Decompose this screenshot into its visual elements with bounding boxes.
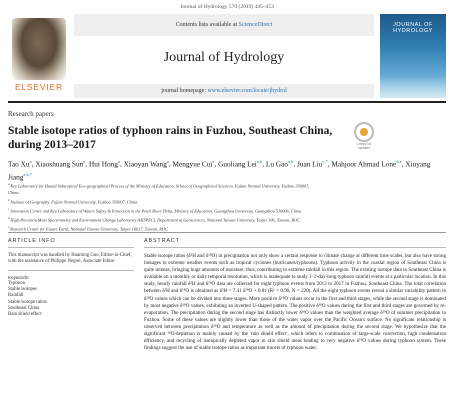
author-name[interactable]: Xiaoyan Wang: [123, 159, 167, 169]
author-affiliation-marker[interactable]: a,b: [287, 159, 294, 164]
journal-header: [8, 14, 446, 100]
affiliation-marker: e: [8, 224, 11, 229]
author-name[interactable]: Lu Gao: [265, 159, 288, 169]
elsevier-wordmark: ELSEVIER: [15, 82, 63, 92]
check-updates-icon: [354, 122, 374, 142]
author-affiliation-marker[interactable]: a: [212, 159, 215, 164]
affiliation-text: Key Laboratory for Humid Subtropical Eco-geographical Process of the Ministry of Education, School of Geographical Sciences, Fujian Normal University, Fuzhou 350007,: [10, 183, 310, 189]
affiliation-item: [8, 190, 448, 197]
author-affiliation-marker[interactable]: a: [166, 159, 169, 164]
abstract-column: [144, 238, 446, 352]
affiliation-marker: d: [8, 215, 11, 220]
journal-cover-image: [380, 14, 446, 98]
section-divider: [8, 232, 446, 233]
keyword-list: [8, 281, 134, 319]
affiliation-text: Institute of Geography, Fujian Normal University, Fuzhou 350007, China: [10, 199, 138, 205]
affiliation-text: China: [8, 190, 19, 196]
cover-title: JOURNAL OF HYDROLOGY: [393, 22, 433, 34]
article-title: Stable isotope ratios of typhoon rains in Fuzhou, Southeast China, during 2013–2017: [8, 125, 333, 151]
author-name[interactable]: Mengyue Cui: [172, 159, 213, 169]
keyword-item: Stable isotope ratios: [8, 299, 47, 305]
cover-wave-graphic: [380, 76, 446, 98]
homepage-link[interactable]: www.elsevier.com/locate/jhydrol: [207, 88, 287, 94]
keyword-item: Rainfall: [8, 293, 24, 299]
author-name[interactable]: Xiuyang Jiang: [8, 159, 431, 182]
elsevier-tree-icon: [12, 18, 66, 80]
journal-citation: Journal of Hydrology 570 (2019) 445–453: [180, 4, 274, 10]
author-affiliation-marker[interactable]: a,b,*: [23, 172, 33, 178]
elsevier-logo: [8, 16, 70, 96]
author-affiliation-marker[interactable]: a: [29, 159, 32, 164]
author-affiliation-marker[interactable]: a: [83, 159, 86, 164]
affiliation-item: [8, 206, 448, 215]
contents-prefix: Contents lists available at: [175, 22, 239, 28]
contents-bar: [74, 14, 374, 36]
journal-info-box: [74, 14, 374, 98]
check-for-updates-badge[interactable]: [354, 122, 374, 150]
abstract-text: Stable isotope ratios (δ²H and δ¹⁸O) in precipitation not only show a certain response to climate change at different time scales, but also have strong linkages to extreme weather events such as tropical cyclones (hurricanes/typhoons). Typhoon activity in the coastal region of Southeast China is quite intense, bringing huge amounts of moisture; thus, contributing to extreme rainfall in this region. The existing isotope data in Southeast China is available on a monthly or daily temporal resolution, which is inadequate to study 1–2-day-long typhoon rainfall events at a particular location. In this study, hourly rainfall δ²H and δ¹⁸O data are collected for eight typhoon events from 2013 to 2017 in Fuzhou, Southeast China. The total correlation between δ²H and δ¹⁸O is obtained as δ²H = 7.41 δ¹⁸O + 0.81 (R² = 0.96, N = 220). All the eight typhoon events reveal a similar variability pattern in δ¹⁸O values which can be divided into three stages. More positive δ¹⁸O values occur in the first and third stages, while the second stage is dominated by most negative δ¹⁸O values, exhibiting an inverted U-shaped pattern. The positive δ¹⁸O values during the first and third stages are governed by re-evaporation. The precipitation during the second stage has distinctly lower δ¹⁸O values than the weighted average δ¹⁸O of summer precipitation in Fuzhou. Some of these values are slightly lower than those of the water vapor over the Pacific Ocean's surface. No significant relationship is observed between precipitation δ¹⁸O and temperature as well as the amount of precipitation during the second stage. We hypothesize that the significant ¹⁸O-depletion is mainly caused by the 'rain shield effect', which refers to combination of large-scale convection, high condensation efficiency, and recycling of isotopically depleted vapor in rain shield areas leading to very negative δ¹⁸O values during typhoon system. These findings suggest the use of stable isotope ratios as important tracers of typhoon water.: [144, 253, 446, 352]
sciencedirect-link[interactable]: ScienceDirect: [238, 22, 273, 28]
abstract-heading: ABSTRACT: [144, 238, 446, 248]
affiliation-marker: b: [8, 197, 11, 202]
article-type: Research papers: [8, 110, 54, 118]
article-info-column: [8, 238, 134, 319]
keyword-item: Stable isotopes: [8, 287, 37, 293]
author-name[interactable]: Juan Liu: [296, 159, 323, 169]
affiliation-item: [8, 181, 448, 190]
homepage-label: journal homepage:: [161, 88, 208, 94]
keyword-item: Rain shield effect: [8, 312, 42, 318]
header-divider: [8, 101, 446, 103]
handling-editor-note: This manuscript was handled by Huaming Guo, Editor-in-Chief, with the assistance of Philippe Negrel, Associate Editor: [8, 253, 134, 271]
affiliation-text: Innovation Center and Key Laboratory of Waters Safety & Protection in the Pearl River Delta, Ministry of Education, Guangzhou University, Guangzhou 510006, China: [10, 208, 302, 214]
author-affiliation-marker[interactable]: a,b: [256, 159, 263, 164]
affiliation-marker: c: [8, 206, 11, 211]
author-affiliation-marker[interactable]: d,e: [396, 159, 402, 164]
author-name[interactable]: Xiaoshuang Sun: [35, 159, 84, 169]
keyword-item: Southeast China: [8, 306, 40, 311]
article-info-heading: ARTICLE INFO: [8, 238, 134, 248]
author-name[interactable]: Guoliang Lei: [218, 159, 257, 169]
author-name[interactable]: Tao Xu: [8, 159, 30, 169]
affiliation-list: [8, 181, 448, 233]
affiliation-item: [8, 197, 448, 206]
keywords-heading: Keywords:: [8, 274, 30, 280]
journal-title: Journal of Hydrology: [163, 50, 285, 65]
keyword-item: Typhoon: [8, 280, 25, 286]
affiliation-marker: a: [8, 182, 11, 186]
check-updates-label: Check for updates: [356, 142, 372, 150]
author-name[interactable]: Hui Hong: [88, 159, 118, 169]
author-affiliation-marker[interactable]: a: [117, 159, 120, 164]
affiliation-item: [8, 215, 448, 224]
author-affiliation-marker[interactable]: c,*: [322, 159, 328, 164]
author-list: Tao Xu$^a$, Xiaoshuang Sun$^a$, Hui Hong$^a$, Xiaoyan Wang$^a$, Mengyue Cui$^a$, Guoliang Lei$^{a,b}$, Lu Gao$^{a,b}$, Juan Liu$^{c,*}$, Mahjoor Ahmad Lone$^{d,e}$, Xiuyang Jiang$^{a,b,*}$: [8, 159, 431, 182]
journal-homepage-bar: [74, 84, 374, 98]
affiliation-text: High-Precision Mass Spectrometry and Environment Change Laboratory (HISPEC), Department of Geosciences, National Taiwan University, Taipei 106, Taiwan, ROC: [10, 217, 300, 223]
author-name[interactable]: Mahjoor Ahmad Lone: [331, 159, 397, 169]
affiliation-text: Research Center for Future Earth, National Taiwan University, Taipei 10617, Taiwan, ROC: [10, 226, 168, 232]
